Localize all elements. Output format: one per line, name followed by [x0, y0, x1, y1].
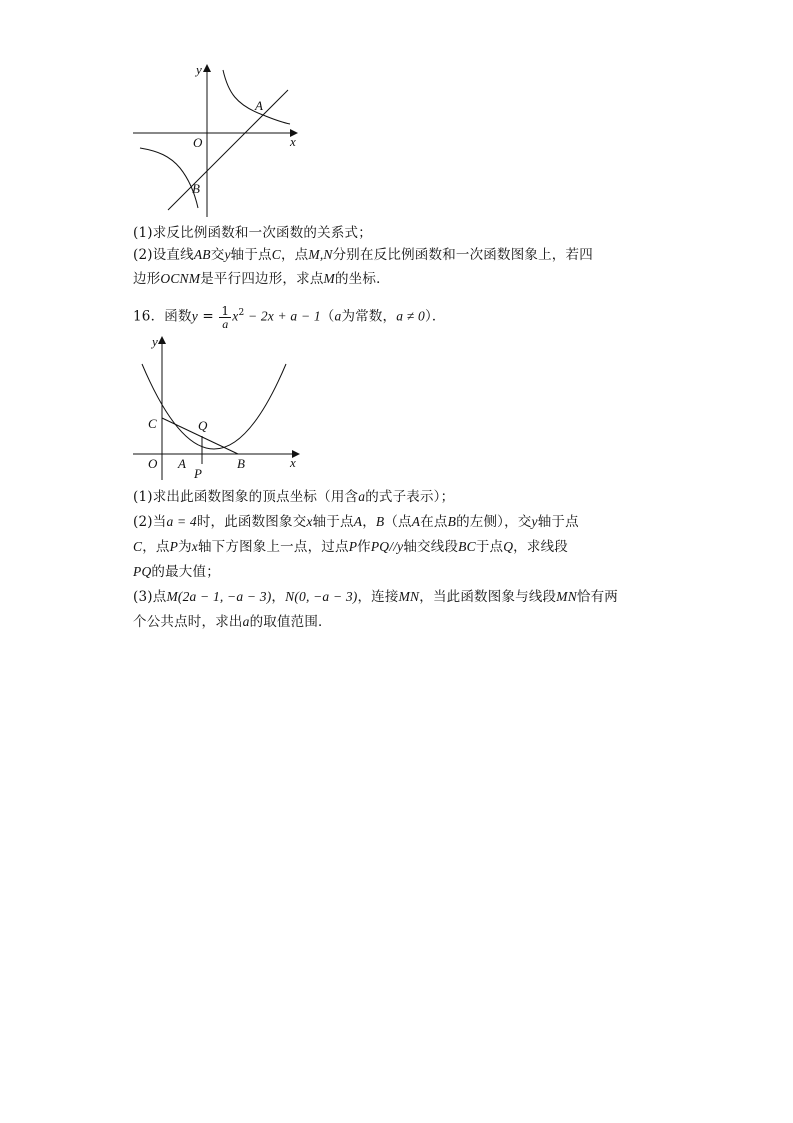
- problem-16-q3-line1: (3)点M(2a − 1, −a − 3)，N(0, −a − 3)，连接MN，当此函数图象与线段MN恰有两: [133, 589, 619, 605]
- point-c-label: C: [148, 416, 157, 431]
- line-ab: [168, 90, 288, 210]
- problem-15-q2-line1: (2)设直线AB交y轴于点C，点M,N分别在反比例函数和一次函数图象上，若四: [133, 247, 593, 263]
- problem-16-q2-line3: PQ的最大值；: [133, 564, 220, 580]
- problem-16-q1: (1)求出此函数图象的顶点坐标（用含a的式子表示）；: [133, 489, 455, 505]
- point-b-label: B: [192, 181, 200, 196]
- problem-15-q2-line2: 边形OCNM是平行四边形，求点M的坐标．: [133, 271, 390, 287]
- origin-label: O: [148, 456, 158, 471]
- figure-1-graph: [128, 60, 308, 220]
- hyperbola-branch-upper: [223, 70, 290, 124]
- problem-16-statement: 16．函数y = $\frac{1}{a}$ $x^2 - 2x + a - 1(a$为常数，a ≠ 0）．: [133, 303, 446, 331]
- point-b-label: B: [237, 456, 245, 471]
- point-p-label: P: [194, 466, 202, 481]
- problem-16-q2-line1: (2)当a = 4时，此函数图象交x轴于点A，B（点A在点B的左侧），交y轴于点: [133, 514, 579, 530]
- hyperbola-branch-lower: [140, 148, 198, 208]
- parabola: [142, 364, 286, 449]
- origin-label: O: [193, 135, 203, 150]
- problem-15-q1: (1)求反比例函数和一次函数的关系式；: [133, 225, 372, 241]
- point-a-label: A: [178, 456, 186, 471]
- point-q-label: Q: [198, 418, 208, 433]
- fraction: $\frac{1}{a}$: [221, 303, 230, 331]
- y-axis-label: y: [152, 334, 158, 349]
- point-a-label: A: [255, 98, 263, 113]
- x-axis-label: x: [290, 134, 296, 149]
- x-axis-label: x: [290, 455, 296, 470]
- problem-16-q3-line2: 个公共点时，求出a的取值范围．: [133, 614, 332, 630]
- figure-2-graph: [128, 334, 308, 482]
- y-axis-label: y: [196, 62, 202, 77]
- problem-16-q2-line2: C，点P为x轴下方图象上一点，过点P作PQ//y轴交线段BC于点Q，求线段: [133, 539, 568, 555]
